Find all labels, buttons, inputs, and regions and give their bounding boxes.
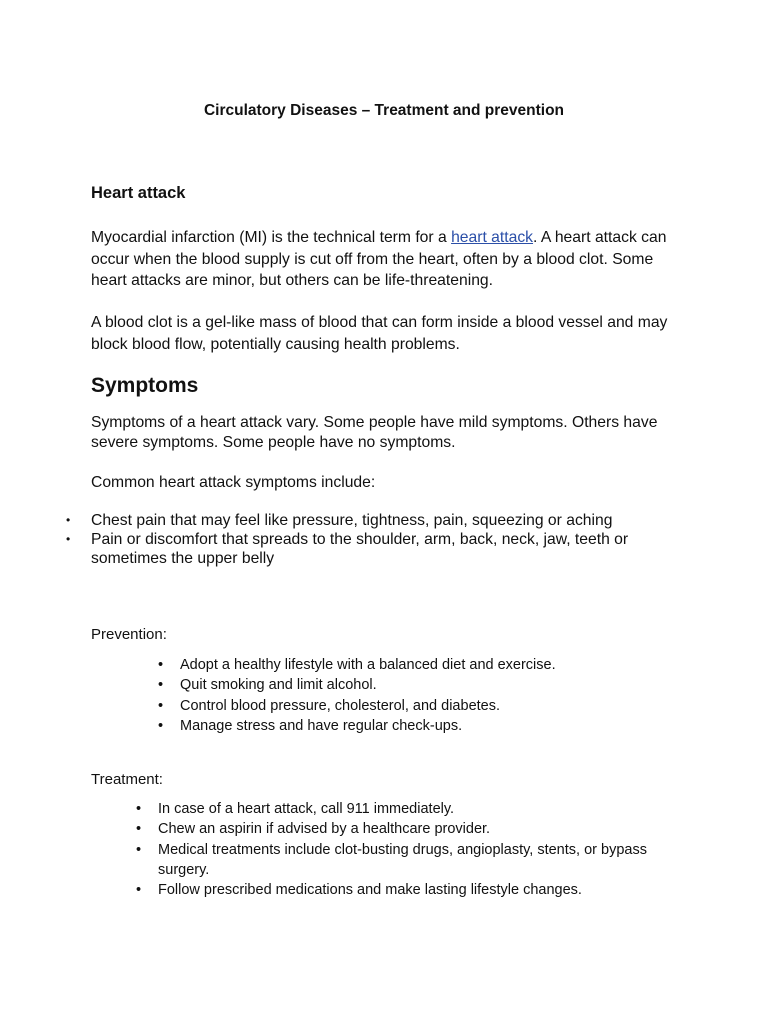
bullet-icon: •	[136, 801, 142, 817]
bullet-icon: •	[158, 697, 164, 714]
bullet-icon: •	[158, 657, 164, 673]
list-item	[66, 511, 686, 530]
bullet-icon: •	[136, 882, 142, 899]
treatment-text: Medical treatments include clot-busting drugs, angioplasty, stents, or bypass surgery.	[158, 841, 647, 878]
paragraph-blood-clot: A blood clot is a gel-like mass of blood that can form inside a blood vessel and may block blood flow, potentially causing health problems.	[91, 314, 668, 353]
list-item	[136, 880, 696, 900]
bullet-icon: •	[136, 821, 142, 838]
bullet-icon: •	[158, 717, 164, 734]
treatment-list	[136, 799, 696, 900]
list-item	[158, 655, 678, 675]
prevention-text: Control blood pressure, cholesterol, and diabetes.	[180, 697, 500, 714]
prevention-text: Adopt a healthy lifestyle with a balanced diet and exercise.	[180, 657, 556, 673]
prevention-text: Quit smoking and limit alcohol.	[180, 677, 377, 694]
prevention-text: Manage stress and have regular check-ups.	[180, 717, 463, 734]
bullet-icon: •	[66, 513, 71, 527]
heart-attack-link[interactable]: heart attack	[451, 229, 534, 246]
paragraph-symptoms-vary: Symptoms of a heart attack vary. Some people have mild symptoms. Others have severe symptoms. Some people have no symptoms.	[91, 414, 658, 451]
treatment-text: Follow prescribed medications and make lasting lifestyle changes.	[158, 882, 582, 899]
symptoms-list	[66, 511, 686, 568]
para1-text-end: . A heart attack can occur when the blood supply is cut off from the heart, often by a blood clot. Some heart attacks are minor, but others can be life-threatening.	[91, 229, 667, 289]
list-item	[66, 530, 686, 568]
bullet-icon: •	[66, 532, 71, 546]
heart-attack-heading: Heart attack	[91, 184, 186, 202]
document-title: Circulatory Diseases – Treatment and prevention	[203, 102, 565, 119]
symptoms-heading: Symptoms	[91, 374, 199, 397]
paragraph-mi-definition	[91, 227, 691, 292]
bullet-icon: •	[158, 677, 164, 694]
treatment-label: Treatment:	[91, 771, 163, 788]
bullet-icon: •	[136, 841, 142, 858]
list-item	[136, 799, 696, 819]
list-item	[136, 819, 696, 839]
list-item	[158, 675, 678, 695]
list-item	[136, 840, 696, 881]
treatment-text: In case of a heart attack, call 911 immediately.	[158, 801, 455, 817]
treatment-text: Chew an aspirin if advised by a healthcare provider.	[158, 821, 491, 838]
list-item	[158, 716, 678, 736]
list-item	[158, 696, 678, 716]
paragraph-common-symptoms: Common heart attack symptoms include:	[91, 474, 376, 491]
prevention-label: Prevention:	[91, 626, 167, 643]
symptom-text: Chest pain that may feel like pressure, tightness, pain, squeezing or aching	[91, 512, 613, 529]
para1-text-start: Myocardial infarction (MI) is the technical term for a	[91, 229, 452, 246]
prevention-list	[158, 655, 678, 736]
symptom-text: Pain or discomfort that spreads to the shoulder, arm, back, neck, jaw, teeth or sometimes the upper belly	[91, 531, 629, 567]
